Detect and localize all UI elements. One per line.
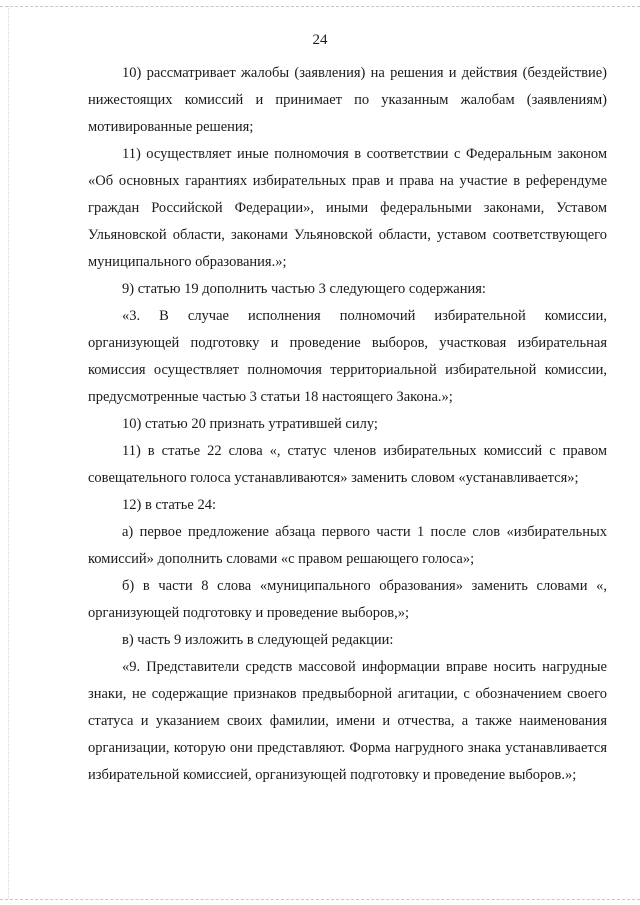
paragraph-article-24-b: б) в части 8 слова «муниципального образования» заменить словами «, организующей подготовку и проведение выборов,»; [88,578,607,621]
page-number: 24 [312,32,328,48]
document-body [88,60,607,789]
paragraph-11-other-powers: 11) осуществляет иные полномочия в соответствии с Федеральным законом «Об основных гарантиях избирательных прав и права на участие в референдуме граждан Российской Федерации», иными федеральными законами, Уставом Ульяновской области, законами Ульяновской области, уставом соответствующего муниципального образования.»; [88,146,607,270]
paragraph-article-24-c: в) часть 9 изложить в следующей редакции: [122,632,394,648]
paragraph-article-20: 10) статью 20 признать утратившей силу; [122,416,378,432]
paragraph-article-22: 11) в статье 22 слова «, статус членов избирательных комиссий с правом совещательного голоса устанавливаются» заменить словом «устанавливается»; [88,443,607,486]
paragraph-article-24: 12) в статье 24: [122,497,216,513]
paragraph-article-24-part-9: «9. Представители средств массовой информации вправе носить нагрудные знаки, не содержащие признаков предвыборной агитации, с обозначением своего статуса и указанием своих фамилии, имени и отчества, а также наименования организации, которую они представляют. Форма нагрудного знака устанавливается избирательной комиссией, организующей подготовку и проведение выборов.»; [88,659,607,783]
paragraph-article-19: 9) статью 19 дополнить частью 3 следующего содержания: [122,281,486,297]
scan-edge-bottom [0,899,640,900]
paragraph-10-complaints: 10) рассматривает жалобы (заявления) на решения и действия (бездействие) нижестоящих комиссий и принимает по указанным жалобам (заявлениям) мотивированные решения; [88,65,607,135]
paragraph-article-19-part-3: «3. В случае исполнения полномочий избирательной комиссии, организующей подготовку и проведение выборов, участковая избирательная комиссия осуществляет полномочия территориальной избирательной комиссии, предусмотренные частью 3 статьи 18 настоящего Закона.»; [88,308,607,405]
scan-edge-left [8,6,9,899]
scan-edge-top [0,6,640,7]
paragraph-article-24-a: а) первое предложение абзаца первого части 1 после слов «избирательных комиссий» дополнить словами «с правом решающего голоса»; [88,524,607,567]
